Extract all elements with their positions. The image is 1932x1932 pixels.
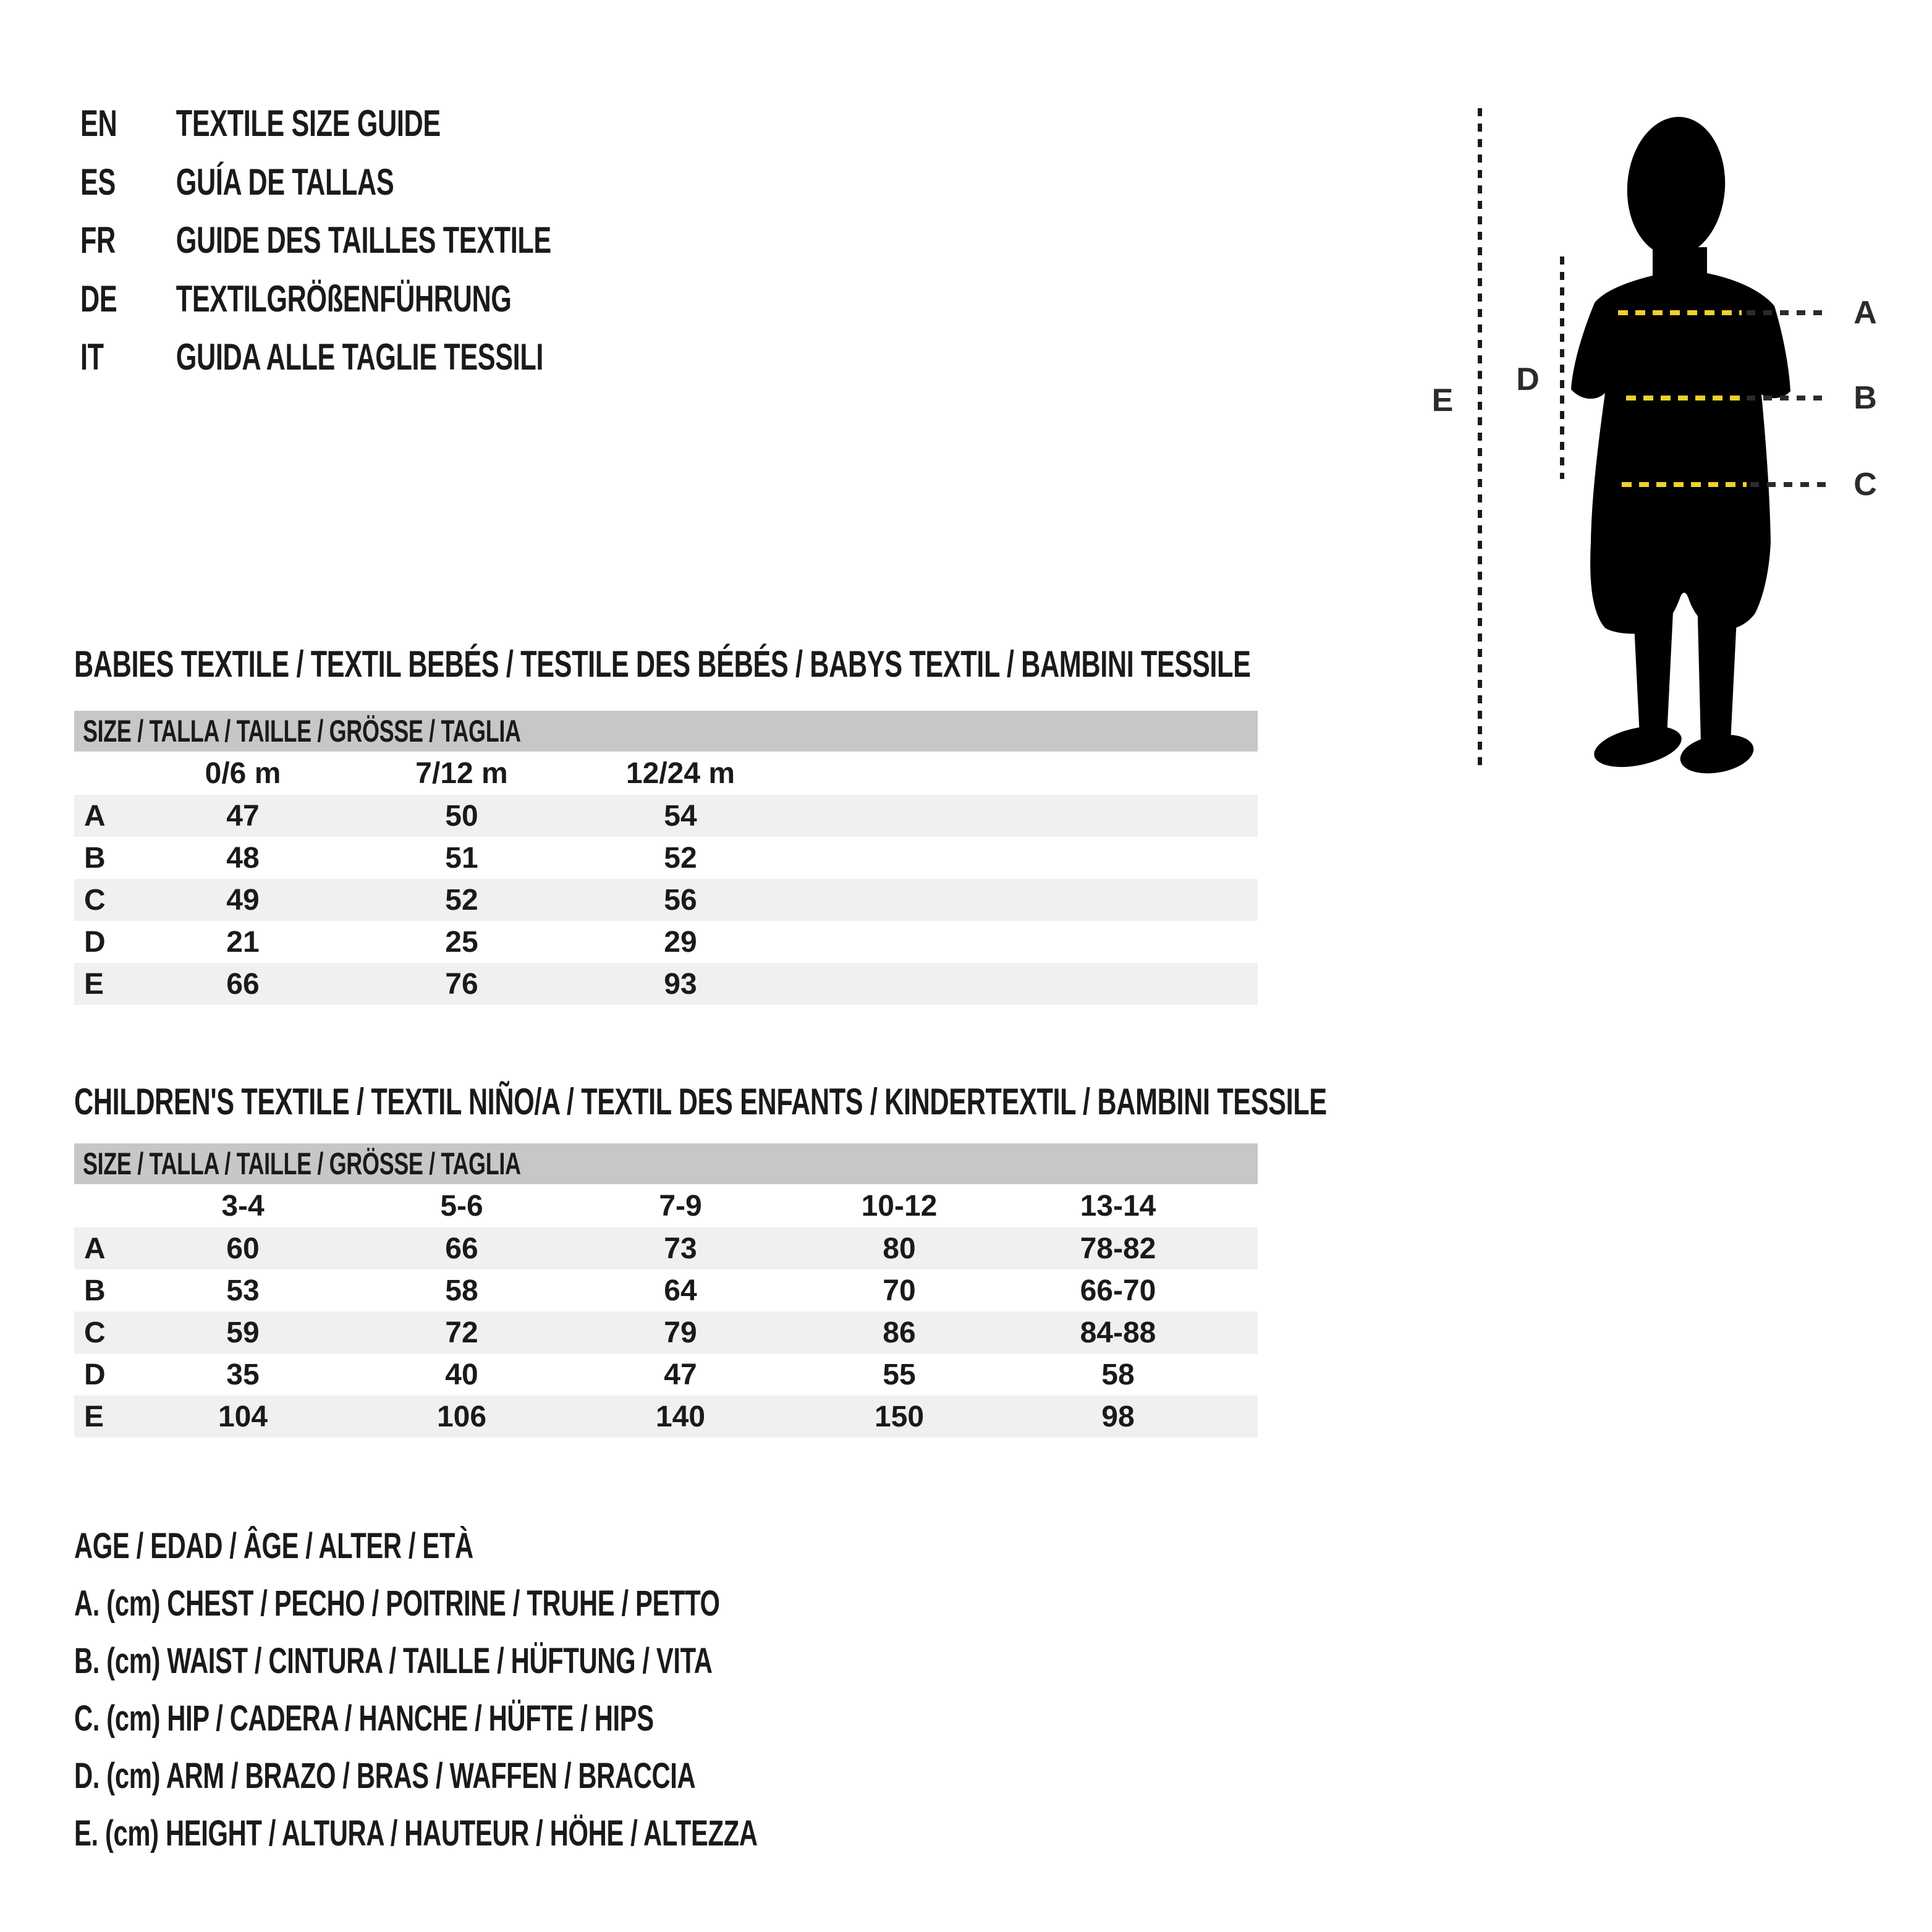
table-row [74, 795, 1258, 837]
column-header: 10-12 [861, 1189, 938, 1222]
column-header: 13-14 [1080, 1189, 1156, 1222]
table-row [74, 963, 1258, 1005]
measure-label-B: B [1854, 380, 1877, 416]
cell-value: 84-88 [1080, 1316, 1156, 1349]
chest-line-dark [1747, 310, 1824, 315]
table-row [74, 1396, 1258, 1438]
language-row [80, 277, 679, 321]
row-label: B [84, 841, 106, 875]
row-label: B [84, 1274, 106, 1307]
row-label: A [84, 799, 106, 833]
measure-label-D: D [1516, 362, 1540, 397]
cell-value: 140 [655, 1400, 706, 1433]
cell-value: 66 [445, 1232, 478, 1265]
cell-value: 78-82 [1080, 1232, 1156, 1265]
cell-value: 58 [1101, 1358, 1135, 1391]
legend-line-chest: A. (cm) CHEST / PECHO / POITRINE / TRUHE / PETTO [74, 1583, 720, 1624]
cell-value: 70 [883, 1274, 916, 1307]
column-header: 3-4 [221, 1189, 265, 1222]
hip-line-dark [1750, 482, 1826, 487]
cell-value: 72 [445, 1316, 478, 1349]
cell-value: 52 [445, 883, 478, 917]
babies-section-title: BABIES TEXTILE / TEXTIL BEBÉS / TESTILE DES BÉBÉS / BABYS TEXTIL / BAMBINI TESSILE [74, 643, 1251, 685]
cell-value: 98 [1101, 1400, 1135, 1433]
language-code: EN [80, 103, 117, 144]
cell-value: 54 [664, 799, 697, 833]
cell-value: 21 [226, 925, 260, 959]
cell-value: 55 [883, 1358, 916, 1391]
cell-value: 29 [664, 925, 697, 959]
cell-value: 80 [883, 1232, 916, 1265]
legend-line-hip: C. (cm) HIP / CADERA / HANCHE / HÜFTE / HIPS [74, 1698, 654, 1739]
language-title: GUÍA DE TALLAS [176, 161, 394, 203]
cell-value: 35 [226, 1358, 260, 1391]
cell-value: 76 [445, 967, 478, 1001]
cell-value: 60 [226, 1232, 260, 1265]
column-header: 5-6 [440, 1189, 483, 1222]
cell-value: 79 [664, 1316, 697, 1349]
cell-value: 86 [883, 1316, 916, 1349]
language-title: GUIDA ALLE TAGLIE TESSILI [176, 336, 544, 378]
cell-value: 106 [436, 1400, 487, 1433]
legend-line-waist: B. (cm) WAIST / CINTURA / TAILLE / HÜFTUNG / VITA [74, 1641, 713, 1681]
children-column-header-row [74, 1184, 1258, 1227]
cell-value: 47 [226, 799, 260, 833]
table-row [74, 1227, 1258, 1269]
measure-label-C: C [1854, 467, 1877, 502]
row-label: A [84, 1232, 106, 1265]
measure-label-A: A [1854, 295, 1877, 331]
language-code: ES [80, 161, 116, 203]
silhouette-right-foot [1677, 729, 1757, 779]
language-code: FR [80, 219, 116, 261]
cell-value: 25 [445, 925, 478, 959]
column-header: 7-9 [659, 1189, 702, 1222]
children-section-title: CHILDREN'S TEXTILE / TEXTIL NIÑO/A / TEXTIL DES ENFANTS / KINDERTEXTIL / BAMBINI TESSILE [74, 1081, 1327, 1122]
table-row [74, 1354, 1258, 1396]
row-label: C [84, 883, 106, 917]
silhouette-head [1622, 114, 1729, 260]
table-row [74, 1269, 1258, 1311]
children-size-header-bar: SIZE / TALLA / TAILLE / GRÖSSE / TAGLIA [74, 1143, 1258, 1184]
legend-line-age: AGE / EDAD / ÂGE / ALTER / ETÀ [74, 1526, 473, 1566]
cell-value: 47 [664, 1358, 697, 1391]
language-row [80, 160, 516, 205]
cell-value: 53 [226, 1274, 260, 1307]
cell-value: 104 [218, 1400, 268, 1433]
cell-value: 59 [226, 1316, 260, 1349]
table-row [74, 837, 1258, 879]
row-label: E [84, 1400, 104, 1433]
cell-value: 93 [664, 967, 697, 1001]
legend-line-arm: D. (cm) ARM / BRAZO / BRAS / WAFFEN / BRACCIA [74, 1756, 696, 1796]
language-row [80, 101, 580, 146]
babies-column-header-row [74, 752, 1258, 795]
table-row [74, 921, 1258, 963]
cell-value: 40 [445, 1358, 478, 1391]
row-label: C [84, 1316, 106, 1349]
hip-line-yellow [1622, 482, 1747, 487]
language-code: DE [80, 278, 117, 320]
language-title: GUIDE DES TAILLES TEXTILE [176, 219, 551, 261]
cell-value: 50 [445, 799, 478, 833]
language-row [80, 218, 734, 263]
arm-measure-line-D [1560, 256, 1564, 479]
cell-value: 150 [874, 1400, 925, 1433]
language-title: TEXTILGRÖßENFÜHRUNG [176, 278, 512, 320]
language-title: TEXTILE SIZE GUIDE [176, 103, 441, 144]
cell-value: 56 [664, 883, 697, 917]
cell-value: 66-70 [1080, 1274, 1156, 1307]
row-label: D [84, 925, 106, 959]
silhouette-left-foot [1590, 719, 1685, 774]
column-header: 12/24 m [625, 756, 735, 790]
language-row [80, 335, 723, 379]
cell-value: 51 [445, 841, 478, 875]
table-row [74, 879, 1258, 921]
waist-line-yellow [1626, 396, 1742, 400]
column-header: 7/12 m [415, 756, 508, 790]
table-row [74, 1311, 1258, 1354]
babies-size-header-bar: SIZE / TALLA / TAILLE / GRÖSSE / TAGLIA [74, 711, 1258, 752]
cell-value: 73 [664, 1232, 697, 1265]
measure-label-E: E [1431, 383, 1454, 418]
chest-line-yellow [1618, 310, 1742, 315]
waist-line-dark [1747, 396, 1826, 400]
cell-value: 49 [226, 883, 260, 917]
cell-value: 66 [226, 967, 260, 1001]
cell-value: 58 [445, 1274, 478, 1307]
legend-line-height: E. (cm) HEIGHT / ALTURA / HAUTEUR / HÖHE / ALTEZZA [74, 1813, 758, 1854]
cell-value: 52 [664, 841, 697, 875]
silhouette-body [1571, 272, 1790, 633]
cell-value: 48 [226, 841, 260, 875]
row-label: E [84, 967, 104, 1001]
row-label: D [84, 1358, 106, 1391]
cell-value: 64 [664, 1274, 697, 1307]
language-code: IT [80, 336, 104, 378]
column-header: 0/6 m [205, 756, 281, 790]
